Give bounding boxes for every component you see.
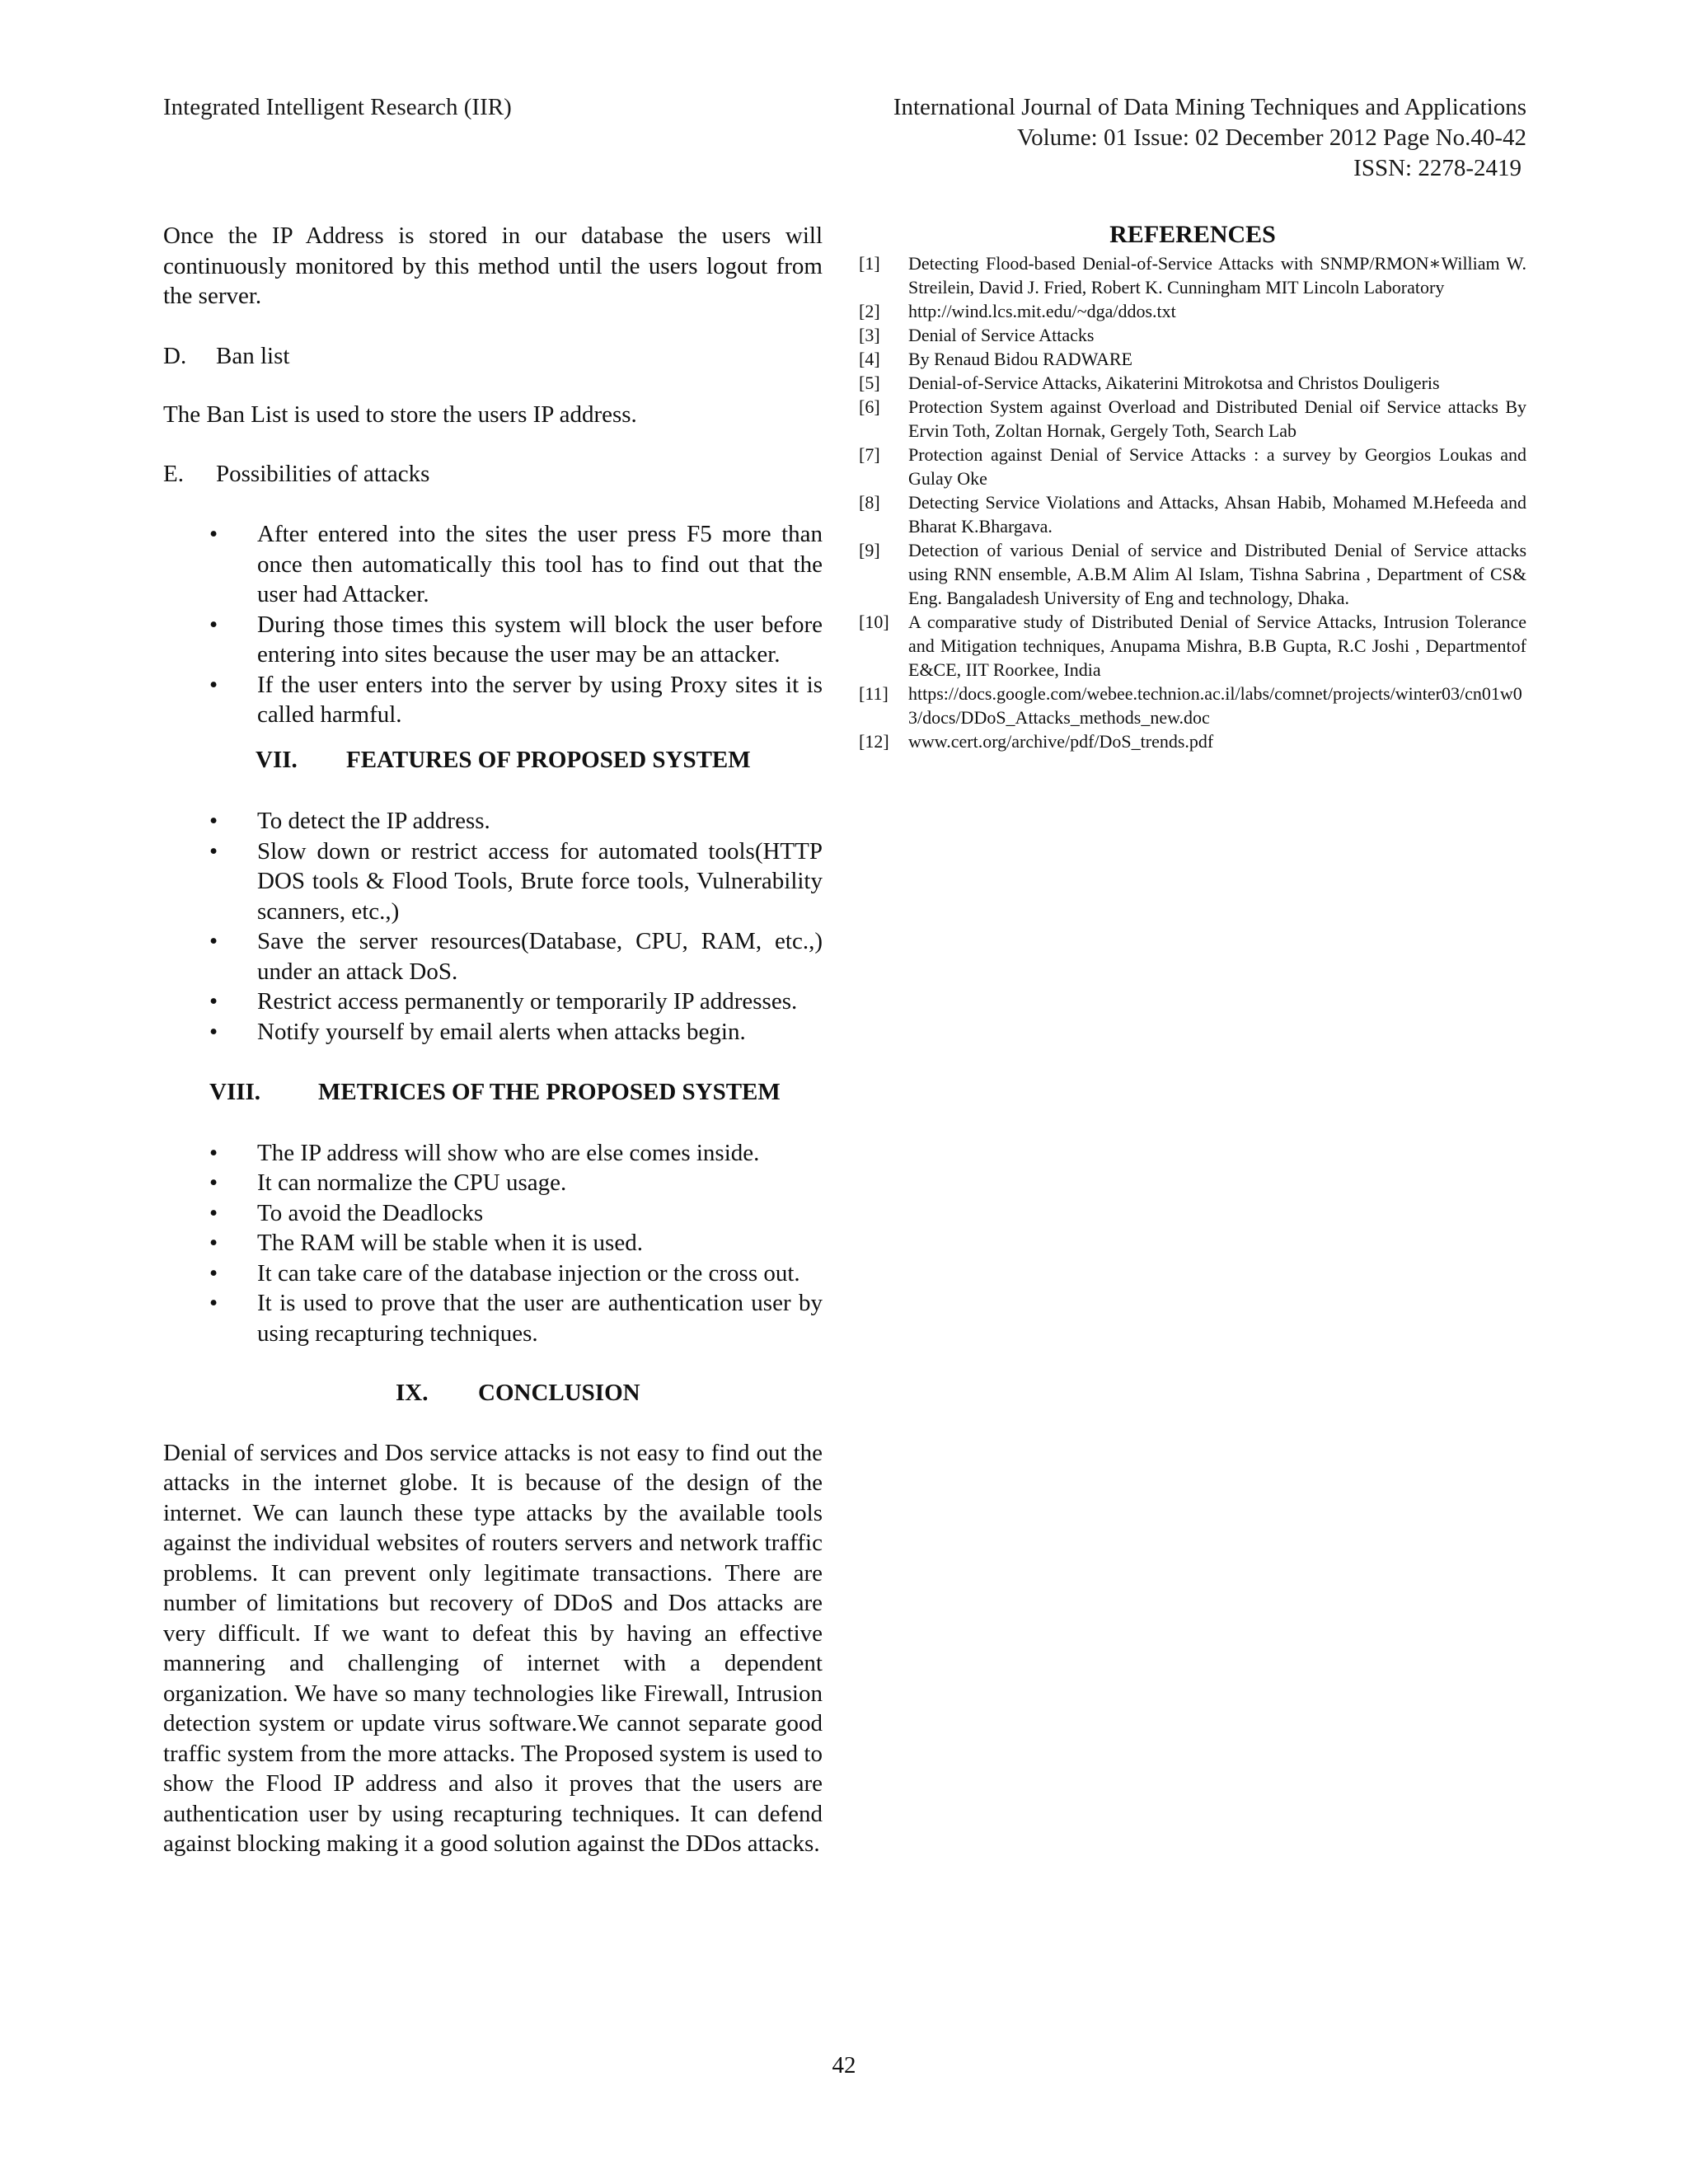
reference-item xyxy=(859,323,1526,347)
reference-item xyxy=(859,251,1526,299)
subsection-d-heading xyxy=(163,341,823,372)
metrics-list xyxy=(163,1138,823,1349)
references-heading: REFERENCES xyxy=(1109,221,1276,248)
list-item: • It is used to prove that the user are authentication user by using recapturing techniques. xyxy=(163,1288,823,1348)
journal-publisher: Integrated Intelligent Research (IIR) xyxy=(163,94,512,120)
section-7-heading xyxy=(163,745,823,776)
reference-item xyxy=(859,371,1526,395)
reference-number: [4] xyxy=(859,349,880,369)
reference-text: Detecting Flood-based Denial-of-Service Attacks with SNMP/RMON∗William W. Streilein, David J. Fried, Robert K. Cunningham MIT Lincoln Laboratory xyxy=(908,253,1526,298)
list-item: • It can normalize the CPU usage. xyxy=(163,1168,823,1198)
list-item: • It can take care of the database injection or the cross out. xyxy=(163,1258,823,1289)
page-number: 42 xyxy=(832,2052,856,2079)
attack-list xyxy=(163,519,823,730)
subsection-number: D. xyxy=(163,342,187,369)
section-9-heading xyxy=(163,1378,823,1408)
reference-number: [9] xyxy=(859,540,880,560)
reference-item xyxy=(859,347,1526,371)
subsection-number: E. xyxy=(163,460,184,487)
list-item: • After entered into the sites the user press F5 more than once then automatically this tool has to find out that the user had Attacker. xyxy=(163,519,823,610)
reference-item xyxy=(859,395,1526,443)
reference-text: https://docs.google.com/webee.technion.ac.il/labs/comnet/projects/winter03/cn01w03/docs/DDoS_Attacks_methods_new.doc xyxy=(908,683,1522,728)
reference-item xyxy=(859,729,1526,753)
reference-item xyxy=(859,490,1526,538)
reference-number: [3] xyxy=(859,325,880,345)
reference-item xyxy=(859,299,1526,323)
reference-text: http://wind.lcs.mit.edu/~dga/ddos.txt xyxy=(908,301,1176,321)
features-list xyxy=(163,806,823,1047)
subsection-title: Possibilities of attacks xyxy=(216,460,430,487)
reference-text: A comparative study of Distributed Denial of Service Attacks, Intrusion Tolerance and Mitigation techniques, Anupama Mishra, B.B Gupta, R.C Joshi , Departmentof E&CE, IIT Roorkee, India xyxy=(908,612,1526,680)
reference-text: Protection against Denial of Service Attacks : a survey by Georgios Loukas and Gulay Oke xyxy=(908,444,1526,489)
list-item: • The IP address will show who are else comes inside. xyxy=(163,1138,823,1169)
intro-paragraph: Once the IP Address is stored in our database the users will continuously monitored by this method until the users logout from the server. xyxy=(163,223,823,309)
list-item: • If the user enters into the server by using Proxy sites it is called harmful. xyxy=(163,670,823,730)
list-item: • Save the server resources(Database, CPU, RAM, etc.,) under an attack DoS. xyxy=(163,926,823,987)
reference-number: [2] xyxy=(859,301,880,321)
section-title: METRICES OF THE PROPOSED SYSTEM xyxy=(318,1079,781,1105)
reference-text: By Renaud Bidou RADWARE xyxy=(908,349,1132,369)
section-title: FEATURES OF PROPOSED SYSTEM xyxy=(346,746,751,773)
reference-text: Denial-of-Service Attacks, Aikaterini Mitrokotsa and Christos Douligeris xyxy=(908,373,1440,393)
left-column xyxy=(163,221,823,1859)
list-item: • The RAM will be stable when it is used. xyxy=(163,1228,823,1258)
subsection-e-heading xyxy=(163,459,823,490)
reference-number: [8] xyxy=(859,492,880,513)
reference-item xyxy=(859,443,1526,490)
journal-volume: Volume: 01 Issue: 02 December 2012 Page No.40-42 xyxy=(1016,124,1526,151)
section-title: CONCLUSION xyxy=(478,1380,640,1406)
reference-text: Denial of Service Attacks xyxy=(908,325,1095,345)
reference-number: [6] xyxy=(859,396,880,417)
reference-text: www.cert.org/archive/pdf/DoS_trends.pdf xyxy=(908,731,1214,752)
reference-item xyxy=(859,610,1526,682)
list-item: • To avoid the Deadlocks xyxy=(163,1198,823,1229)
list-item: • Slow down or restrict access for automated tools(HTTP DOS tools & Flood Tools, Brute force tools, Vulnerability scanners, etc.,) xyxy=(163,837,823,927)
list-item: • During those times this system will block the user before entering into sites because the user may be an attacker. xyxy=(163,610,823,670)
section-number: VIII. xyxy=(209,1079,261,1105)
reference-number: [10] xyxy=(859,612,889,632)
reference-text: Protection System against Overload and Distributed Denial oif Service attacks By Ervin Toth, Zoltan Hornak, Gergely Toth, Search Lab xyxy=(908,396,1526,441)
journal-info xyxy=(702,92,1526,184)
list-item: • Restrict access permanently or temporarily IP addresses. xyxy=(163,987,823,1017)
conclusion-paragraph: Denial of services and Dos service attacks is not easy to find out the attacks in the internet globe. It is because of the design of the internet. We can launch these type attacks by the available tools against the individual websites of routers servers and network traffic problems. It can prevent only legitimate transactions. There are number of limitations but recovery of DDoS and Dos attacks are very difficult. If we want to defeat this by having an effective mannering and challenging of internet with a dependent organization. We have so many technologies like Firewall, Intrusion detection system or update virus software.We cannot separate good traffic system from the more attacks. The Proposed system is used to show the Flood IP address and also it proves that the users are authentication user by using recapturing techniques. It can defend against blocking making it a good solution against the DDos attacks. xyxy=(163,1439,823,1857)
section-number: IX. xyxy=(396,1380,429,1406)
reference-number: [12] xyxy=(859,731,889,752)
reference-number: [5] xyxy=(859,373,880,393)
reference-number: [7] xyxy=(859,444,880,465)
list-item: • To detect the IP address. xyxy=(163,806,823,837)
subsection-title: Ban list xyxy=(216,342,290,369)
reference-item xyxy=(859,682,1526,729)
list-item: • Notify yourself by email alerts when attacks begin. xyxy=(163,1017,823,1047)
journal-issn: ISSN: 2278-2419 xyxy=(1353,155,1522,181)
references-column xyxy=(859,221,1526,753)
journal-title: International Journal of Data Mining Techniques and Applications xyxy=(893,94,1526,120)
section-number: VII. xyxy=(256,746,298,773)
ban-list-paragraph: The Ban List is used to store the users IP address. xyxy=(163,401,637,428)
reference-number: [1] xyxy=(859,253,880,274)
reference-text: Detection of various Denial of service and Distributed Denial of Service attacks using RNN ensemble, A.B.M Alim Al Islam, Tishna Sabrina , Department of CS& Eng. Bangaladesh University of Eng and technology, Dhaka. xyxy=(908,540,1526,608)
reference-item xyxy=(859,538,1526,610)
section-8-heading xyxy=(163,1077,823,1108)
reference-text: Detecting Service Violations and Attacks, Ahsan Habib, Mohamed M.Hefeeda and Bharat K.Bhargava. xyxy=(908,492,1526,537)
reference-number: [11] xyxy=(859,683,889,704)
